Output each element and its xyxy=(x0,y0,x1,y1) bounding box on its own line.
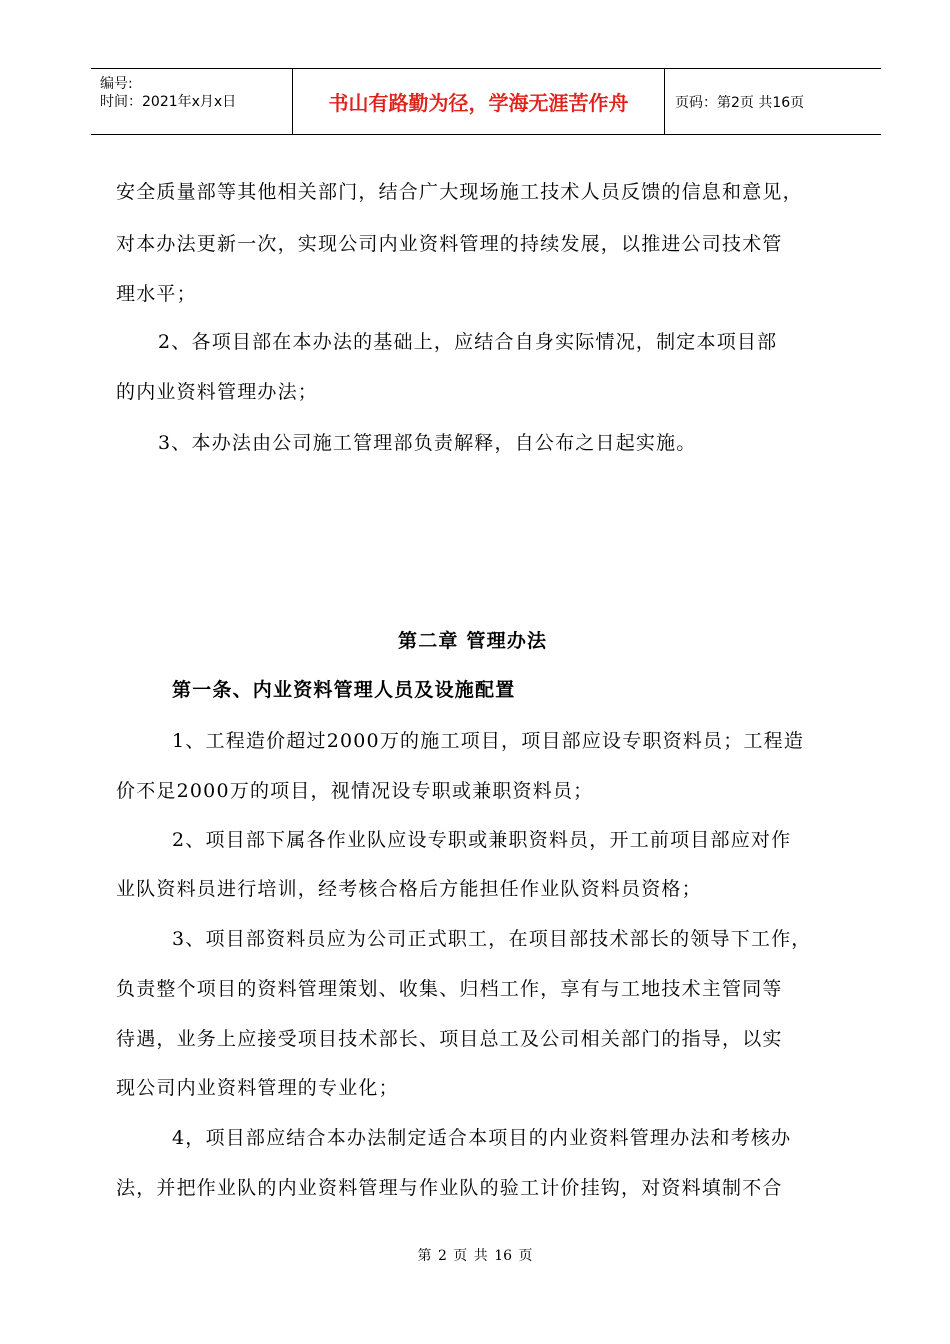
paragraph-line: 对本办法更新一次，实现公司内业资料管理的持续发展，以推进公司技术管 xyxy=(116,233,783,255)
paragraph-line: 的内业资料管理办法； xyxy=(116,381,319,403)
paragraph-line: 安全质量部等其他相关部门，结合广大现场施工技术人员反馈的信息和意见， xyxy=(116,181,803,203)
header-info-cell xyxy=(91,69,293,134)
article-title: 第一条、内业资料管理人员及设施配置 xyxy=(172,679,516,701)
list-item-line: 现公司内业资料管理的专业化； xyxy=(116,1077,399,1099)
list-item-line: 负责整个项目的资料管理策划、收集、归档工作，享有与工地技术主管同等 xyxy=(116,978,783,1000)
page-header xyxy=(91,68,881,135)
header-page-code: 页码：第2页 共16页 xyxy=(675,95,805,111)
page-footer-number: 第 2 页 共 16 页 xyxy=(417,1248,533,1264)
list-item-line: 价不足2000万的项目，视情况设专职或兼职资料员； xyxy=(116,780,594,802)
list-item-line: 3、项目部资料员应为公司正式职工，在项目部技术部长的领导下工作， xyxy=(172,928,812,950)
list-item-line: 待遇，业务上应接受项目技术部长、项目总工及公司相关部门的指导，以实 xyxy=(116,1028,783,1050)
paragraph-line: 2、各项目部在本办法的基础上，应结合自身实际情况，制定本项目部 xyxy=(158,331,778,353)
list-item-line: 4，项目部应结合本办法制定适合本项目的内业资料管理办法和考核办 xyxy=(172,1127,792,1149)
document-number-label: 编号: xyxy=(100,76,133,92)
header-motto-cell xyxy=(293,69,665,134)
list-item-line: 2、项目部下属各作业队应设专职或兼职资料员，开工前项目部应对作 xyxy=(172,829,792,851)
list-item-line: 法，并把作业队的内业资料管理与作业队的验工计价挂钩，对资料填制不合 xyxy=(116,1177,783,1199)
paragraph-line: 3、本办法由公司施工管理部负责解释，自公布之日起实施。 xyxy=(158,432,697,454)
header-page-cell xyxy=(665,69,881,134)
chapter-title: 第二章 管理办法 xyxy=(398,630,548,652)
paragraph-line: 理水平； xyxy=(116,283,197,305)
list-item-line: 业队资料员进行培训，经考核合格后方能担任作业队资料员资格； xyxy=(116,878,702,900)
list-item-line: 1、工程造价超过2000万的施工项目，项目部应设专职资料员；工程造 xyxy=(172,730,805,752)
document-time-label: 时间：2021年x月x日 xyxy=(100,94,237,110)
header-motto: 书山有路勤为径，学海无涯苦作舟 xyxy=(328,91,629,115)
